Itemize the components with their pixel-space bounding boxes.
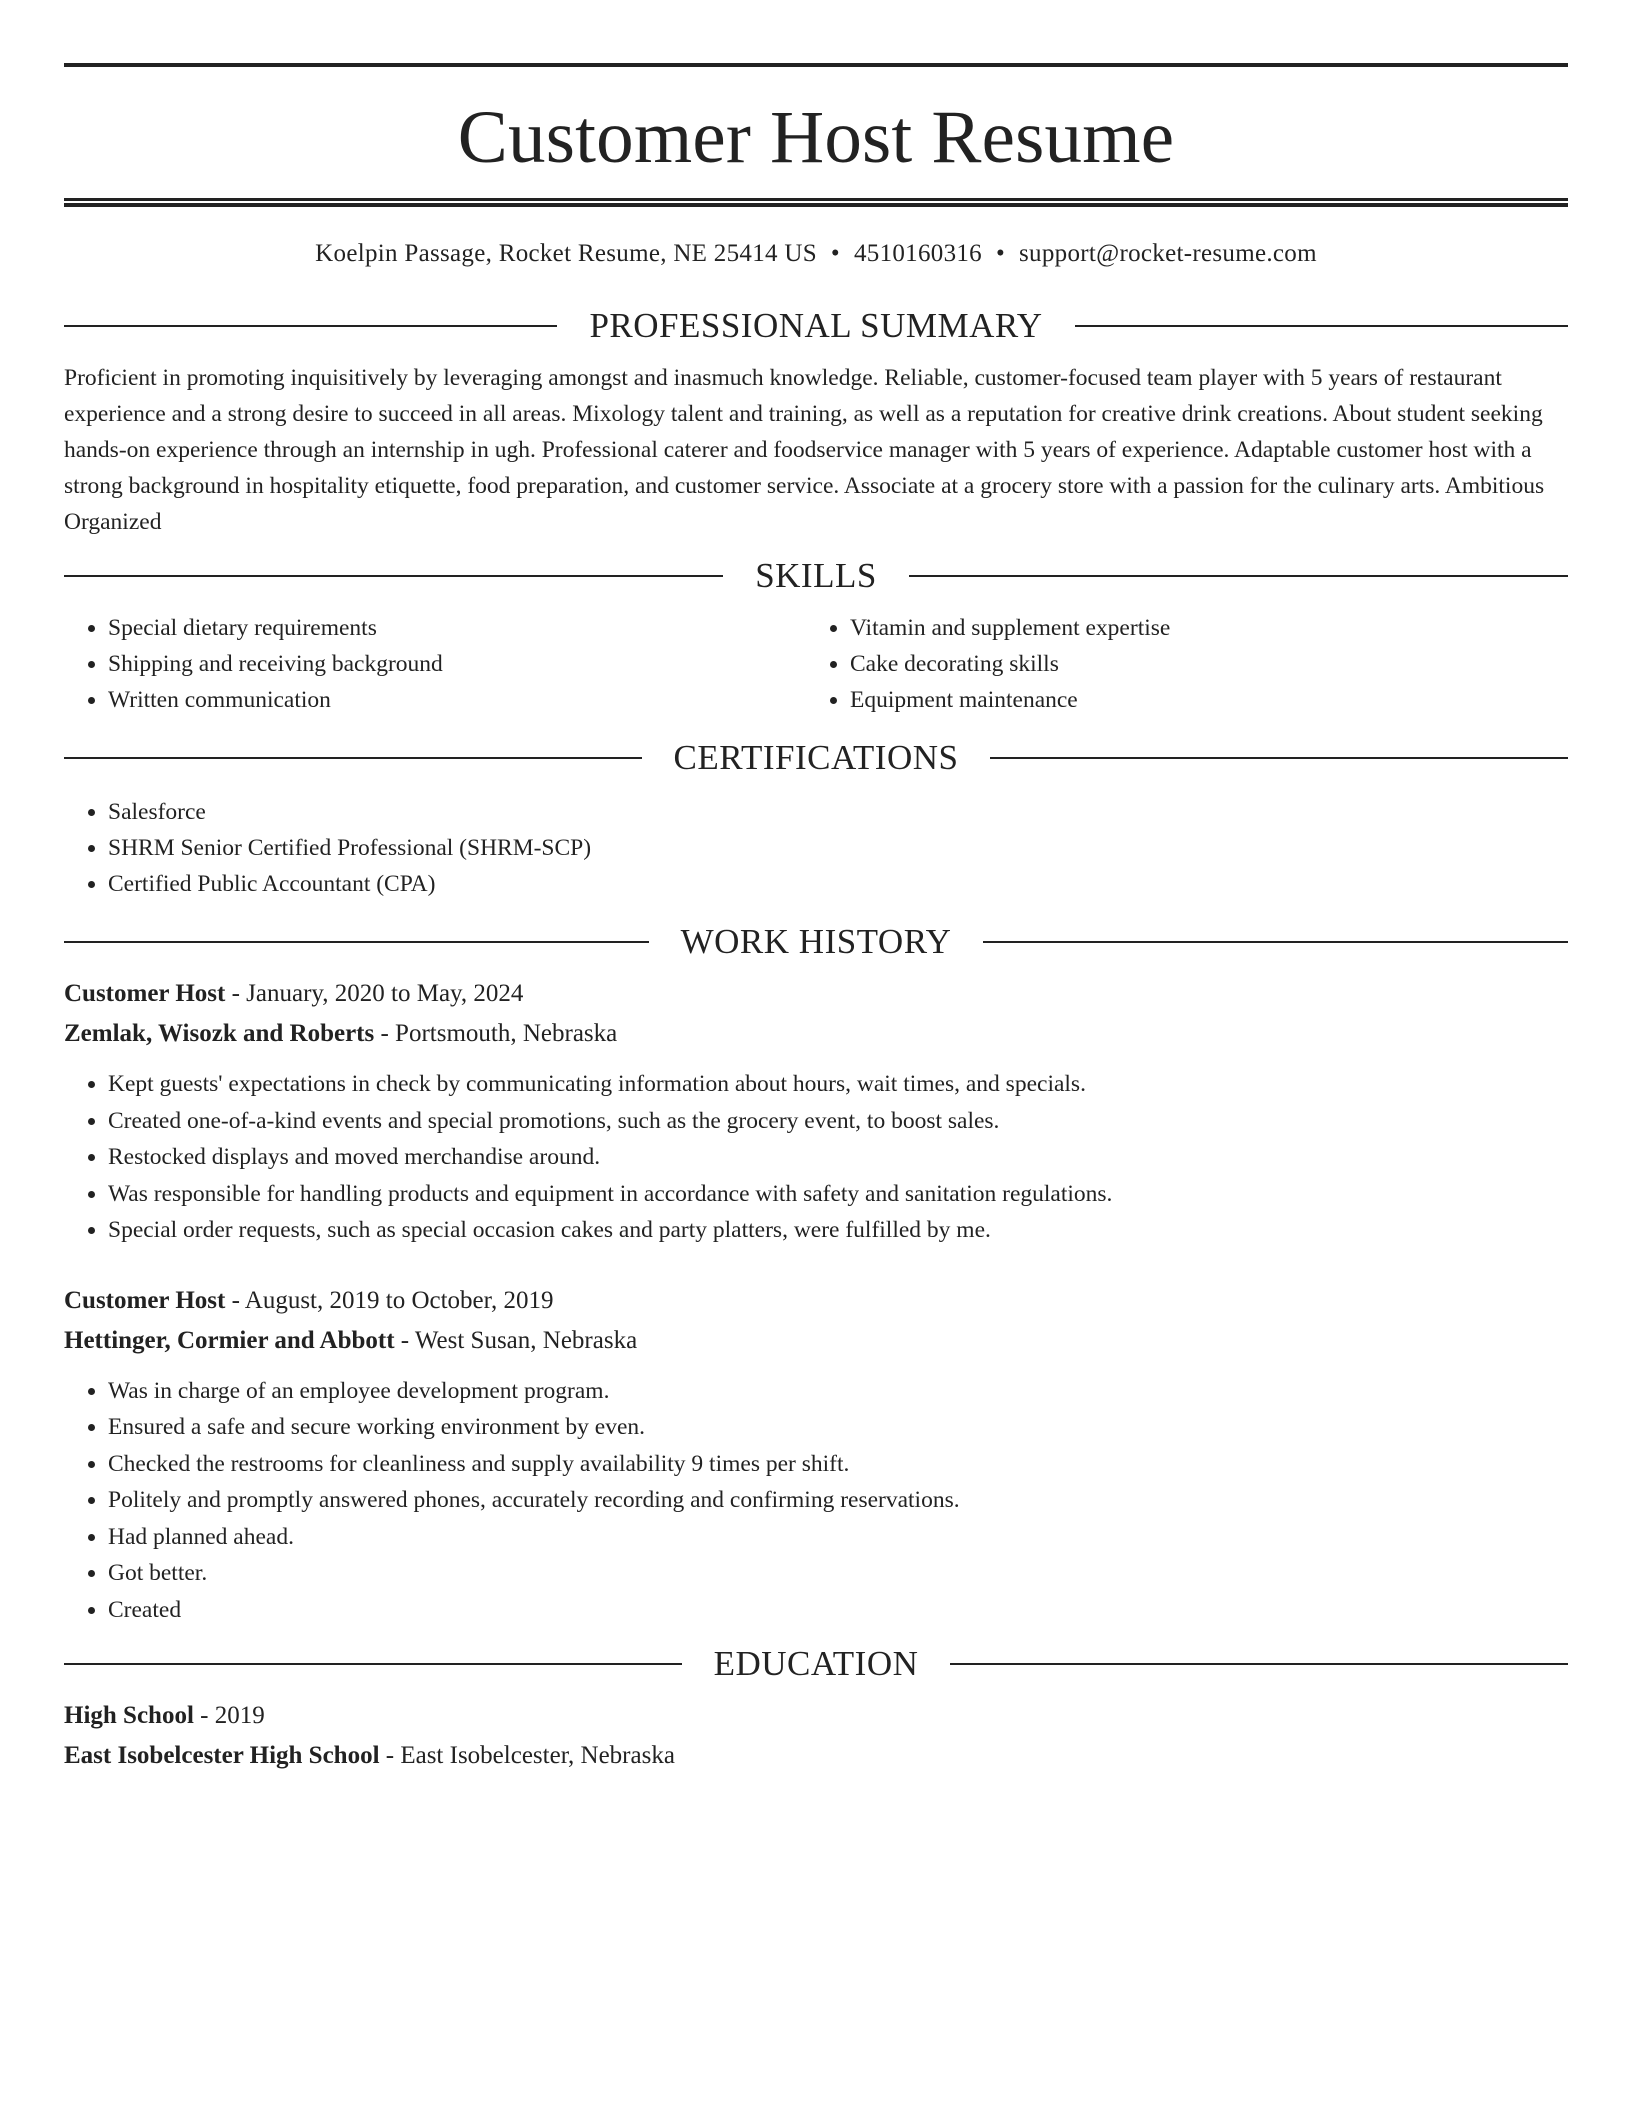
skill-item: • Equipment maintenance: [850, 682, 1548, 718]
job-bullet: • Politely and promptly answered phones, accurately recording and confirming reservations.: [108, 1482, 1568, 1519]
education-heading-label: EDUCATION: [713, 1644, 919, 1683]
heading-rule-left: [64, 757, 642, 759]
job-dates: - January, 2020 to May, 2024: [225, 980, 524, 1007]
certifications-heading: [64, 736, 1568, 780]
contact-address: Koelpin Passage, Rocket Resume, NE 25414 US: [315, 240, 817, 267]
heading-rule-left: [64, 575, 723, 577]
education-degree-line: [64, 1696, 1568, 1736]
job-bullet: • Was in charge of an employee development program.: [108, 1373, 1568, 1410]
contact-line: [64, 240, 1568, 276]
certifications-heading-label: CERTIFICATIONS: [673, 738, 959, 777]
skills-heading-label: SKILLS: [755, 556, 877, 595]
skills-columns: [64, 610, 1568, 718]
heading-rule-left: [64, 941, 649, 943]
job-bullet: • Was responsible for handling products and equipment in accordance with safety and sanitation regulations.: [108, 1176, 1568, 1213]
job-bullets: [64, 1066, 1568, 1249]
job-title: Customer Host: [64, 1286, 226, 1314]
summary-heading-label: PROFESSIONAL SUMMARY: [589, 306, 1043, 345]
skills-list-right: [806, 610, 1548, 718]
education-school: East Isobelcester High School: [64, 1742, 380, 1769]
contact-separator: •: [830, 240, 840, 267]
job-entry: [64, 974, 1568, 1249]
heading-rule-left: [64, 325, 557, 327]
job-title: Customer Host: [64, 980, 226, 1007]
job-bullet: • Kept guests' expectations in check by communicating information about hours, wait times, and specials.: [108, 1066, 1568, 1103]
education-location: - East Isobelcester, Nebraska: [379, 1742, 675, 1769]
job-bullet: • Checked the restrooms for cleanliness and supply availability 9 times per shift.: [108, 1446, 1568, 1483]
summary-text: Proficient in promoting inquisitively by leveraging amongst and inasmuch knowledge. Reliable, customer-focused team player with 5 years of restaurant experience and a strong desire to succeed in all areas. Mixology talent and training, as well as a reputation for creative drink creations. About student seeking hands-on experience through an internship in ugh. Professional caterer and foodservice manager with 5 years of experience. Adaptable customer host with a strong background in hospitality etiquette, food preparation, and customer service. Associate at a grocery store with a passion for the culinary arts. Ambitious Organized: [64, 365, 1545, 535]
heading-rule-left: [64, 1663, 682, 1665]
certification-item: • Certified Public Accountant (CPA): [108, 866, 1568, 902]
job-title-line: [64, 974, 1568, 1014]
skill-item: • Special dietary requirements: [108, 610, 806, 646]
education-heading: [64, 1642, 1568, 1686]
job-bullet: • Got better.: [108, 1555, 1568, 1592]
certification-item: • SHRM Senior Certified Professional (SHRM-SCP): [108, 830, 1568, 866]
job-company: Zemlak, Wisozk and Roberts: [64, 1020, 375, 1047]
education-year: - 2019: [193, 1702, 265, 1729]
resume-page: [64, 0, 1568, 1776]
education-degree: High School: [64, 1702, 194, 1729]
skill-item: • Shipping and receiving background: [108, 646, 806, 682]
heading-rule-right: [990, 757, 1568, 759]
contact-phone: 4510160316: [853, 240, 982, 267]
job-bullet: • Ensured a safe and secure working environment by even.: [108, 1409, 1568, 1446]
job-bullet: • Had planned ahead.: [108, 1519, 1568, 1556]
job-entry: [64, 1281, 1568, 1629]
job-bullet: • Restocked displays and moved merchandise around.: [108, 1139, 1568, 1176]
heading-rule-right: [909, 575, 1568, 577]
job-bullet: • Created one-of-a-kind events and special promotions, such as the grocery event, to boost sales.: [108, 1103, 1568, 1140]
certifications-list: [64, 794, 1568, 902]
job-dates: - August, 2019 to October, 2019: [225, 1286, 554, 1314]
certification-item: • Salesforce: [108, 794, 1568, 830]
job-company: Hettinger, Cormier and Abbott: [64, 1326, 395, 1354]
education-entry: [64, 1696, 1568, 1776]
contact-separator: •: [995, 240, 1006, 267]
job-company-line: [64, 1321, 1568, 1361]
skills-heading: [64, 554, 1568, 598]
heading-rule-right: [983, 941, 1568, 943]
heading-rule-right: [950, 1663, 1568, 1665]
resume-title: Customer Host Resume: [457, 96, 1175, 179]
work-history-heading: [64, 920, 1568, 964]
job-bullet: • Created: [108, 1592, 1568, 1629]
summary-heading: [64, 304, 1568, 348]
education-school-line: [64, 1736, 1568, 1776]
top-rule: [64, 63, 1568, 67]
contact-email: support@rocket-resume.com: [1019, 240, 1317, 267]
heading-rule-right: [1075, 325, 1568, 327]
job-location: - West Susan, Nebraska: [394, 1326, 638, 1354]
skill-item: • Written communication: [108, 682, 806, 718]
job-bullets: [64, 1373, 1568, 1629]
title-double-rule: [64, 198, 1568, 207]
job-location: - Portsmouth, Nebraska: [374, 1020, 618, 1047]
job-company-line: [64, 1014, 1568, 1054]
job-title-line: [64, 1281, 1568, 1321]
skills-list-left: [64, 610, 806, 718]
work-history-heading-label: WORK HISTORY: [680, 922, 952, 961]
job-bullet: • Special order requests, such as special occasion cakes and party platters, were fulfilled by me.: [108, 1212, 1568, 1249]
skill-item: • Vitamin and supplement expertise: [850, 610, 1548, 646]
skill-item: • Cake decorating skills: [850, 646, 1548, 682]
